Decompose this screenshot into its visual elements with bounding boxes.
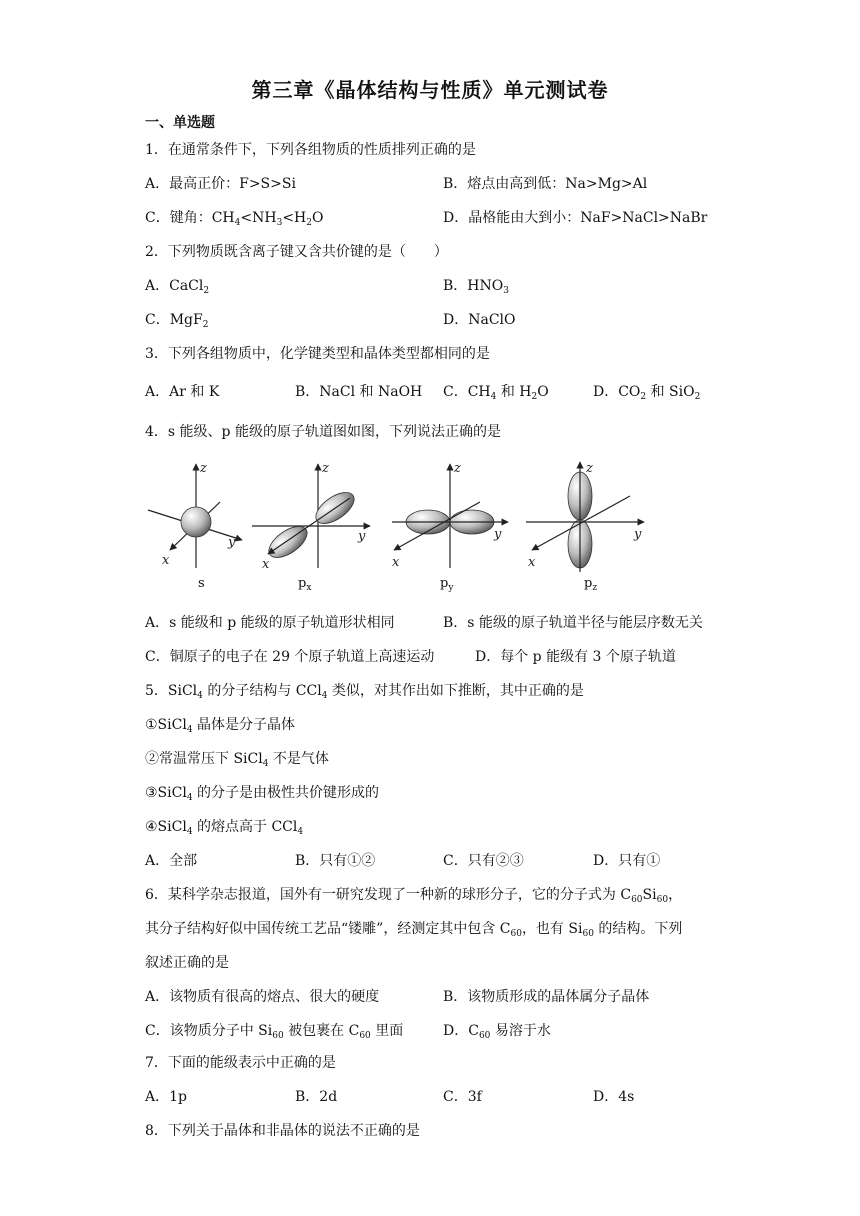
q7-option-b: B．2d: [295, 1089, 338, 1105]
q2-option-c: C．MgF$_2$: [145, 312, 209, 330]
q1-option-c: C．键角：$CH_4<NH_3<H_2O$: [145, 210, 324, 228]
svg-text:y: y: [358, 529, 366, 544]
svg-text:y: y: [228, 535, 236, 550]
orbital-figure: [140, 458, 660, 602]
q2-option-b: B．$HNO_3$: [443, 278, 509, 296]
q5-statement-3: ③SiCl$_4$ 的分子是由极性共价键形成的: [145, 785, 379, 803]
q7-option-d: D．4s: [593, 1089, 635, 1105]
pz-orbital-label: $p_z$: [584, 576, 598, 593]
section-heading: 一、单选题: [145, 115, 215, 131]
s-orbital-diagram: [148, 461, 242, 568]
svg-text:z: z: [586, 461, 593, 476]
q4-option-d: D．每个 p 能级有 3 个原子轨道: [475, 649, 676, 665]
q3-option-c: C．$CH_4$ 和 $H_2O$: [443, 384, 549, 402]
q6-option-d: D．$C_{60}$ 易溶于水: [443, 1023, 551, 1041]
svg-text:z: z: [322, 461, 329, 476]
q5-statement-1: ①SiCl$_4$ 晶体是分子晶体: [145, 717, 295, 735]
q7-option-a: A．1p: [145, 1089, 187, 1105]
svg-text:x: x: [392, 555, 400, 570]
svg-text:x: x: [162, 553, 170, 568]
svg-text:x: x: [528, 555, 536, 570]
svg-text:x: x: [262, 557, 270, 572]
q5-statement-4: ④SiCl$_4$ 的熔点高于 CCl$_4$: [145, 819, 304, 837]
q3-option-a: A．Ar 和 K: [145, 384, 220, 400]
page-title: 第三章《晶体结构与性质》单元测试卷: [251, 78, 609, 102]
q5-option-b: B．只有①②: [295, 853, 376, 869]
q3-option-b: B．NaCl 和 NaOH: [295, 384, 423, 400]
q4-option-b: B．s 能级的原子轨道半径与能层序数无关: [443, 615, 703, 631]
q1-option-a: A．最高正价：F>S>Si: [145, 176, 296, 192]
q6-stem-line-2: 其分子结构好似中国传统工艺品“镂雕”，经测定其中包含 $C_{60}$，也有 $Si_{60}$ 的结构。下列: [145, 921, 683, 939]
px-orbital-label: $p_x$: [298, 576, 312, 593]
q7-stem: 7．下面的能级表示中正确的是: [145, 1055, 336, 1071]
q6-stem-line-3: 叙述正确的是: [145, 955, 229, 971]
q4-stem: 4．s 能级、p 能级的原子轨道图如图，下列说法正确的是: [145, 424, 501, 440]
q4-option-c: C．铜原子的电子在 29 个原子轨道上高速运动: [145, 649, 435, 665]
svg-text:y: y: [494, 527, 502, 542]
q5-stem: 5．SiCl$_4$ 的分子结构与 CCl$_4$ 类似，对其作出如下推断，其中正确的是: [145, 683, 584, 701]
svg-text:z: z: [454, 461, 461, 476]
q7-option-c: C．3f: [443, 1089, 482, 1105]
q5-option-d: D．只有①: [593, 853, 661, 869]
svg-text:z: z: [200, 461, 207, 476]
q3-option-d: D．$CO_2$ 和 SiO$_2$: [593, 384, 701, 402]
q6-option-b: B．该物质形成的晶体属分子晶体: [443, 989, 650, 1005]
py-orbital-label: $p_y$: [440, 576, 454, 593]
py-orbital-diagram: [392, 461, 508, 570]
pz-orbital-diagram: [526, 461, 644, 572]
q2-stem: 2．下列物质既含离子键又含共价键的是（ ）: [145, 244, 448, 260]
q3-stem: 3．下列各组物质中，化学键类型和晶体类型都相同的是: [145, 346, 490, 362]
q1-option-b: B．熔点由高到低：Na>Mg>Al: [443, 176, 648, 192]
q1-option-d: D．晶格能由大到小：NaF>NaCl>NaBr: [443, 210, 708, 226]
px-orbital-diagram: [252, 461, 370, 572]
q2-option-a: A．CaCl$_2$: [145, 278, 210, 296]
q4-option-a: A．s 能级和 p 能级的原子轨道形状相同: [145, 615, 395, 631]
q8-stem: 8．下列关于晶体和非晶体的说法不正确的是: [145, 1123, 420, 1139]
q6-option-c: C．该物质分子中 $Si_{60}$ 被包裹在 $C_{60}$ 里面: [145, 1023, 404, 1041]
q5-option-a: A．全部: [145, 853, 198, 869]
q6-option-a: A．该物质有很高的熔点、很大的硬度: [145, 989, 380, 1005]
s-orbital-label: s: [198, 576, 205, 591]
q2-option-d: D．NaClO: [443, 312, 516, 328]
q6-stem-line-1: 6．某科学杂志报道，国外有一研究发现了一种新的球形分子，它的分子式为 $C_{60}Si_{60}$，: [145, 887, 683, 905]
orbital-diagrams: [140, 458, 660, 598]
q1-stem: 1．在通常条件下，下列各组物质的性质排列正确的是: [145, 142, 476, 158]
svg-text:y: y: [634, 527, 642, 542]
q5-option-c: C．只有②③: [443, 853, 524, 869]
q5-statement-2: ②常温常压下 SiCl$_4$ 不是气体: [145, 751, 329, 769]
